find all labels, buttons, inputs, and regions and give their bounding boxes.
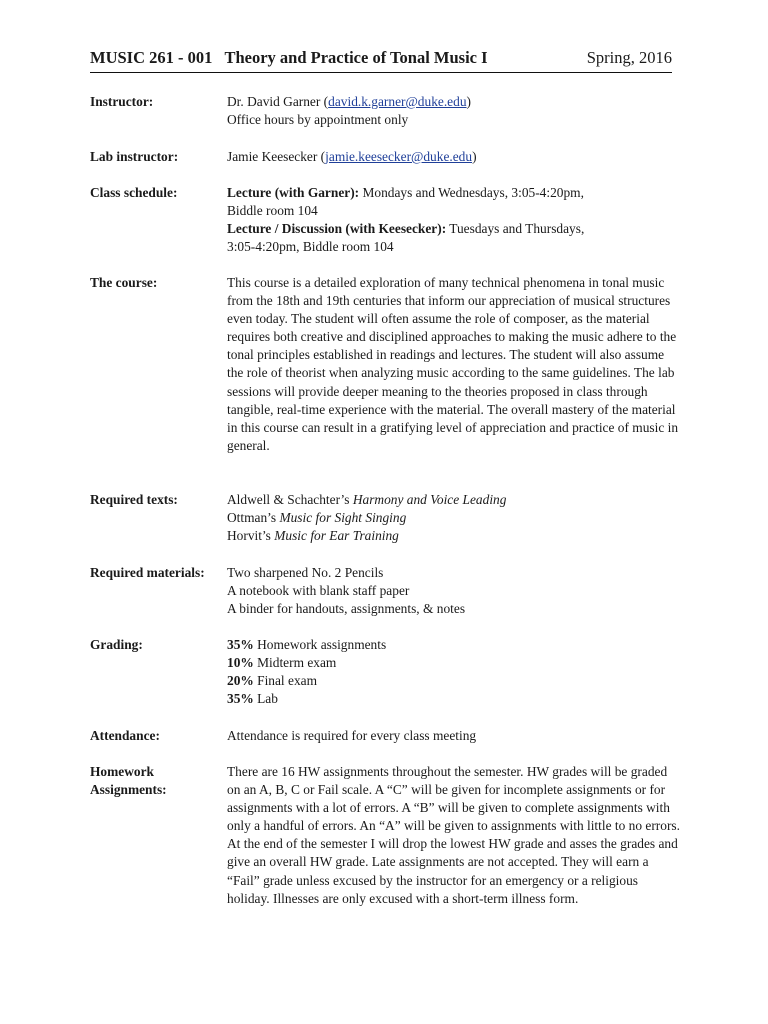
course-title: MUSIC 261 - 001 Theory and Practice of Tonal Music I	[90, 48, 488, 67]
text-author: Ottman’s	[227, 510, 280, 526]
homework-policy: There are 16 HW assignments throughout the semester. HW grades will be graded on an A, B, C or Fail scale. A “C” will be given for incomplete assignments or for assignments with a lot of errors. A “B” will be given to complete assignments with only a handful of errors. An “A” will be given to assignments with little to no errors. At the end of the semester I will drop the lowest HW grade and asses the grades and give an overall HW grade. Late assignments are not accepted. They will earn a “Fail” grade unless excused by the instructor for an emergency or a religious holiday. Illnesses are only excused with a short-term illness form.	[227, 764, 680, 906]
office-hours: Office hours by appointment only	[227, 112, 409, 128]
lab-instructor-label: Lab instructor:	[90, 149, 179, 164]
grading-component: Final exam	[253, 673, 318, 689]
material-item: Two sharpened No. 2 Pencils	[227, 565, 384, 580]
instructor-name-line	[227, 93, 682, 111]
lecture-line	[227, 184, 682, 202]
lecture-times: Mondays and Wednesdays, 3:05-4:20pm,	[359, 185, 584, 200]
grading-item	[227, 636, 682, 654]
material-item: A notebook with blank staff paper	[227, 583, 410, 599]
lab-instructor-name: Jamie Keesecker (	[227, 149, 326, 164]
instructor-content	[227, 93, 682, 129]
course-term: Spring, 2016	[586, 48, 672, 67]
homework-label-line2: Assignments:	[90, 782, 167, 798]
text-title: Music for Ear Training	[274, 528, 399, 544]
attendance-policy: Attendance is required for every class meeting	[227, 728, 477, 743]
grading-percent: 35%	[227, 691, 254, 707]
homework-label	[90, 763, 225, 799]
instructor-email-link[interactable]: david.k.garner@duke.edu	[328, 94, 467, 109]
grading-component: Midterm exam	[253, 655, 337, 671]
text-title: Music for Sight Singing	[279, 510, 407, 526]
grading-percent: 35%	[227, 637, 254, 652]
lecture-room: Biddle room 104	[227, 203, 318, 219]
class-schedule-label: Class schedule:	[90, 185, 178, 200]
grading-item	[227, 654, 682, 672]
instructor-name-close: )	[466, 94, 471, 109]
lecture-heading: Lecture (with Garner):	[227, 185, 360, 200]
lab-instructor-name-close: )	[472, 149, 477, 164]
lab-instructor-name-line	[227, 148, 682, 166]
grading-item	[227, 690, 682, 708]
course-description: This course is a detailed exploration of many technical phenomena in tonal music from the 18th and 19th centuries that inform our appreciation of musical structures even today. The student will often assume the role of composer, as the material requires both creative and disciplined approaches to making the music adhere to the tonal principles established in readings and lectures. The student will also assume the role of theorist when analyzing music according to the same guidelines. The lab sessions will provide deeper meaning to the theories proposed in class through tangible, real-time experience with the material. The overall mastery of the material in this course can result in a gratifying level of appreciation and practice of music in general.	[227, 275, 679, 453]
homework-content	[227, 763, 682, 908]
page-header	[90, 48, 672, 73]
grading-component: Lab	[253, 691, 278, 707]
required-texts-list	[227, 491, 682, 545]
homework-label-line1: Homework	[90, 764, 154, 779]
discussion-room: 3:05-4:20pm, Biddle room 104	[227, 239, 394, 255]
instructor-name: Dr. David Garner (	[227, 94, 329, 109]
course-content	[227, 274, 682, 455]
grading-list	[227, 636, 682, 708]
grading-percent: 20%	[227, 673, 254, 689]
required-materials-label: Required materials:	[90, 565, 205, 580]
required-text-item	[227, 491, 682, 509]
required-materials-list	[227, 564, 682, 618]
text-author: Horvit’s	[227, 528, 275, 544]
grading-component: Homework assignments	[253, 637, 387, 652]
attendance-label: Attendance:	[90, 728, 160, 743]
text-author: Aldwell & Schachter’s	[227, 492, 353, 507]
grading-percent: 10%	[227, 655, 254, 671]
class-schedule-content	[227, 184, 682, 256]
lab-instructor-email-link[interactable]: jamie.keesecker@duke.edu	[325, 149, 473, 164]
grading-item	[227, 672, 682, 690]
material-item: A binder for handouts, assignments, & notes	[227, 601, 466, 617]
required-texts-label: Required texts:	[90, 492, 178, 507]
required-text-item	[227, 509, 682, 527]
discussion-days: Tuesdays and Thursdays,	[446, 221, 585, 237]
grading-label: Grading:	[90, 637, 143, 652]
text-title: Harmony and Voice Leading	[352, 492, 507, 507]
attendance-content	[227, 727, 682, 745]
instructor-label: Instructor:	[90, 94, 154, 109]
course-label: The course:	[90, 275, 158, 290]
discussion-line	[227, 220, 682, 238]
lab-instructor-content	[227, 148, 682, 166]
discussion-heading: Lecture / Discussion (with Keesecker):	[227, 221, 447, 237]
required-text-item	[227, 527, 682, 545]
